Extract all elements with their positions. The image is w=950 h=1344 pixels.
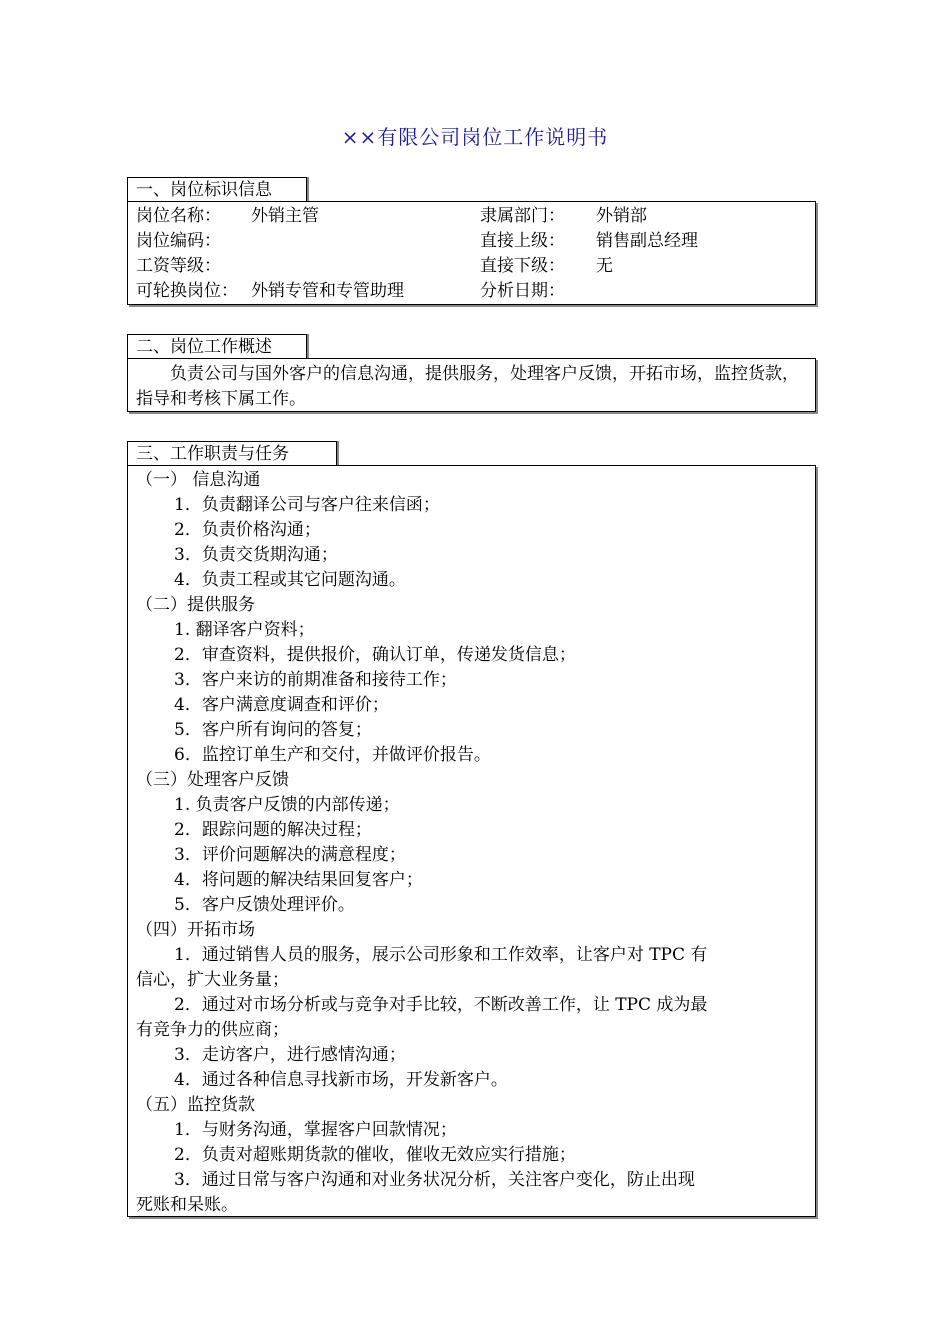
duty-item: 3．客户来访的前期准备和接待工作； <box>174 670 457 690</box>
info-value: 销售副总经理 <box>596 231 698 251</box>
duty-item: 5．客户所有询问的答复； <box>174 720 372 740</box>
duty-item: 1. 负责客户反馈的内部传递； <box>174 795 400 815</box>
category-heading: （三）处理客户反馈 <box>136 770 289 790</box>
duty-item: 3．评价问题解决的满意程度； <box>174 845 406 865</box>
duty-item: 1. 翻译客户资料； <box>174 620 315 640</box>
info-label: 分析日期： <box>480 281 565 301</box>
info-value: 外销部 <box>596 206 647 226</box>
section-heading-identity: 一、岗位标识信息 <box>127 177 307 201</box>
info-row <box>136 229 806 254</box>
duty-item: 1．负责翻译公司与客户往来信函； <box>174 495 440 515</box>
duty-item: 4．客户满意度调查和评价； <box>174 695 389 715</box>
duty-item: 4．将问题的解决结果回复客户； <box>174 870 423 890</box>
category-heading: （二）提供服务 <box>136 595 255 615</box>
duty-item: 2．通过对市场分析或与竞争对手比较，不断改善工作，让 TPC 成为最 <box>174 995 708 1015</box>
duty-item: 3．负责交货期沟通； <box>174 545 338 565</box>
category-heading: （一） 信息沟通 <box>136 470 261 490</box>
duty-item: 1．与财务沟通，掌握客户回款情况； <box>174 1120 457 1140</box>
duty-item: 3．走访客户，进行感情沟通； <box>174 1045 406 1065</box>
info-value: 外销专管和专管助理 <box>251 281 404 301</box>
category-heading: （四）开拓市场 <box>136 920 255 940</box>
duty-item: 3．通过日常与客户沟通和对业务状况分析，关注客户变化，防止出现 <box>174 1170 695 1190</box>
info-label: 直接上级： <box>480 231 565 251</box>
info-value: 外销主管 <box>251 206 319 226</box>
info-row <box>136 204 806 229</box>
info-label: 可轮换岗位： <box>136 281 238 301</box>
duties-box <box>127 465 816 1217</box>
duty-item: 2．负责对超账期货款的催收，催收无效应实行措施； <box>174 1145 576 1165</box>
identity-info-box <box>127 201 816 305</box>
section-heading-overview: 二、岗位工作概述 <box>127 334 307 358</box>
info-label: 岗位编码： <box>136 231 221 251</box>
duty-item-continuation: 有竞争力的供应商； <box>136 1020 289 1040</box>
overview-text: 负责公司与国外客户的信息沟通，提供服务，处理客户反馈，开拓市场，监控货款，指导和考核下属工作。 <box>136 364 799 409</box>
info-label: 直接下级： <box>480 256 565 276</box>
duty-item: 4．通过各种信息寻找新市场，开发新客户。 <box>174 1070 508 1090</box>
duty-item: 5．客户反馈处理评价。 <box>174 895 355 915</box>
duty-item: 4．负责工程或其它问题沟通。 <box>174 570 406 590</box>
info-value: 无 <box>596 256 613 276</box>
duty-item: 1．通过销售人员的服务，展示公司形象和工作效率，让客户对 TPC 有 <box>174 945 708 965</box>
info-row <box>136 279 806 304</box>
document-title: ××有限公司岗位工作说明书 <box>341 125 609 149</box>
info-label: 工资等级： <box>136 256 221 276</box>
duty-item: 2．审查资料，提供报价，确认订单，传递发货信息； <box>174 645 576 665</box>
section-heading-duties: 三、工作职责与任务 <box>127 441 337 465</box>
category-heading: （五）监控货款 <box>136 1095 255 1115</box>
info-label: 岗位名称： <box>136 206 221 226</box>
duty-item: 2．负责价格沟通； <box>174 520 321 540</box>
info-row <box>136 254 806 279</box>
overview-box <box>127 358 816 412</box>
duty-item-continuation: 死账和呆账。 <box>136 1195 238 1215</box>
duty-item-continuation: 信心，扩大业务量； <box>136 970 289 990</box>
duty-item: 6．监控订单生产和交付，并做评价报告。 <box>174 745 491 765</box>
duty-item: 2．跟踪问题的解决过程； <box>174 820 372 840</box>
info-label: 隶属部门： <box>480 206 565 226</box>
